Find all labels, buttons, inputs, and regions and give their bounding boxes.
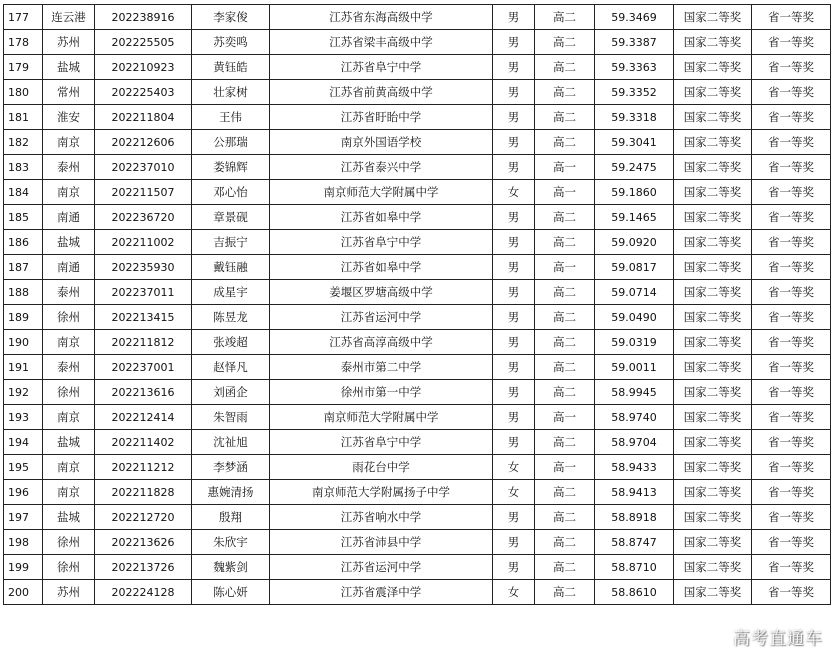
school-cell: 江苏省运河中学 (270, 555, 493, 580)
exam-id-cell: 202225403 (95, 80, 192, 105)
exam-id-cell: 202211812 (95, 330, 192, 355)
table-row (4, 405, 831, 430)
provincial-award-cell: 省一等奖 (752, 330, 831, 355)
provincial-award-cell: 省一等奖 (752, 80, 831, 105)
national-award-cell: 国家二等奖 (674, 280, 752, 305)
score-cell: 58.9740 (595, 405, 674, 430)
school-cell: 南京外国语学校 (270, 130, 493, 155)
provincial-award-cell: 省一等奖 (752, 380, 831, 405)
grade-cell: 高二 (535, 105, 595, 130)
grade-cell: 高二 (535, 555, 595, 580)
table-row (4, 330, 831, 355)
grade-cell: 高一 (535, 405, 595, 430)
national-award-cell: 国家二等奖 (674, 155, 752, 180)
student-name-cell: 陈昱龙 (192, 305, 270, 330)
gender-cell: 男 (493, 405, 535, 430)
rank-cell: 189 (4, 305, 43, 330)
rank-cell: 191 (4, 355, 43, 380)
school-cell: 雨花台中学 (270, 455, 493, 480)
school-cell: 江苏省如皋中学 (270, 205, 493, 230)
grade-cell: 高二 (535, 130, 595, 155)
provincial-award-cell: 省一等奖 (752, 30, 831, 55)
city-cell: 徐州 (43, 305, 95, 330)
grade-cell: 高二 (535, 30, 595, 55)
provincial-award-cell: 省一等奖 (752, 5, 831, 30)
school-cell: 江苏省如皋中学 (270, 255, 493, 280)
exam-id-cell: 202211402 (95, 430, 192, 455)
table-row (4, 130, 831, 155)
table-row (4, 430, 831, 455)
exam-id-cell: 202211804 (95, 105, 192, 130)
gender-cell: 男 (493, 380, 535, 405)
student-name-cell: 娄锦辉 (192, 155, 270, 180)
grade-cell: 高一 (535, 155, 595, 180)
gender-cell: 男 (493, 505, 535, 530)
exam-id-cell: 202212606 (95, 130, 192, 155)
student-name-cell: 戴钰融 (192, 255, 270, 280)
national-award-cell: 国家二等奖 (674, 180, 752, 205)
watermark-text: 高考直通车 (733, 629, 823, 649)
grade-cell: 高二 (535, 330, 595, 355)
school-cell: 江苏省东海高级中学 (270, 5, 493, 30)
rank-cell: 198 (4, 530, 43, 555)
provincial-award-cell: 省一等奖 (752, 105, 831, 130)
gender-cell: 男 (493, 255, 535, 280)
student-name-cell: 魏紫剑 (192, 555, 270, 580)
gender-cell: 男 (493, 155, 535, 180)
rank-cell: 196 (4, 480, 43, 505)
city-cell: 南京 (43, 130, 95, 155)
national-award-cell: 国家二等奖 (674, 430, 752, 455)
table-row (4, 80, 831, 105)
score-cell: 59.0920 (595, 230, 674, 255)
student-name-cell: 朱欣宇 (192, 530, 270, 555)
school-cell: 江苏省前黄高级中学 (270, 80, 493, 105)
national-award-cell: 国家二等奖 (674, 30, 752, 55)
rank-cell: 182 (4, 130, 43, 155)
provincial-award-cell: 省一等奖 (752, 555, 831, 580)
provincial-award-cell: 省一等奖 (752, 455, 831, 480)
exam-id-cell: 202213616 (95, 380, 192, 405)
table-row (4, 305, 831, 330)
national-award-cell: 国家二等奖 (674, 80, 752, 105)
student-name-cell: 赵怿凡 (192, 355, 270, 380)
provincial-award-cell: 省一等奖 (752, 305, 831, 330)
city-cell: 南京 (43, 180, 95, 205)
exam-id-cell: 202212414 (95, 405, 192, 430)
gender-cell: 男 (493, 530, 535, 555)
student-name-cell: 章景砚 (192, 205, 270, 230)
rank-cell: 193 (4, 405, 43, 430)
school-cell: 江苏省阜宁中学 (270, 430, 493, 455)
table-row (4, 30, 831, 55)
rank-cell: 197 (4, 505, 43, 530)
provincial-award-cell: 省一等奖 (752, 255, 831, 280)
city-cell: 泰州 (43, 355, 95, 380)
grade-cell: 高二 (535, 205, 595, 230)
city-cell: 南通 (43, 255, 95, 280)
city-cell: 盐城 (43, 230, 95, 255)
score-cell: 59.3363 (595, 55, 674, 80)
gender-cell: 男 (493, 430, 535, 455)
grade-cell: 高二 (535, 80, 595, 105)
exam-id-cell: 202237010 (95, 155, 192, 180)
grade-cell: 高一 (535, 180, 595, 205)
national-award-cell: 国家二等奖 (674, 205, 752, 230)
school-cell: 徐州市第一中学 (270, 380, 493, 405)
city-cell: 南通 (43, 205, 95, 230)
rank-cell: 194 (4, 430, 43, 455)
exam-id-cell: 202211507 (95, 180, 192, 205)
national-award-cell: 国家二等奖 (674, 55, 752, 80)
table-row (4, 55, 831, 80)
provincial-award-cell: 省一等奖 (752, 130, 831, 155)
city-cell: 盐城 (43, 505, 95, 530)
gender-cell: 女 (493, 180, 535, 205)
city-cell: 徐州 (43, 530, 95, 555)
national-award-cell: 国家二等奖 (674, 105, 752, 130)
table-row (4, 230, 831, 255)
provincial-award-cell: 省一等奖 (752, 205, 831, 230)
grade-cell: 高二 (535, 480, 595, 505)
score-cell: 59.2475 (595, 155, 674, 180)
rank-cell: 186 (4, 230, 43, 255)
city-cell: 淮安 (43, 105, 95, 130)
grade-cell: 高二 (535, 55, 595, 80)
score-cell: 58.9945 (595, 380, 674, 405)
rank-cell: 177 (4, 5, 43, 30)
gender-cell: 男 (493, 355, 535, 380)
gender-cell: 男 (493, 130, 535, 155)
table-row (4, 105, 831, 130)
student-name-cell: 惠婉清扬 (192, 480, 270, 505)
rank-cell: 200 (4, 580, 43, 605)
student-name-cell: 朱智雨 (192, 405, 270, 430)
score-cell: 59.3387 (595, 30, 674, 55)
gender-cell: 男 (493, 305, 535, 330)
gender-cell: 男 (493, 55, 535, 80)
school-cell: 江苏省震泽中学 (270, 580, 493, 605)
student-name-cell: 李家俊 (192, 5, 270, 30)
table-row (4, 155, 831, 180)
table-row (4, 205, 831, 230)
exam-id-cell: 202211212 (95, 455, 192, 480)
student-name-cell: 苏奕鸣 (192, 30, 270, 55)
grade-cell: 高二 (535, 280, 595, 305)
exam-id-cell: 202224128 (95, 580, 192, 605)
provincial-award-cell: 省一等奖 (752, 580, 831, 605)
school-cell: 江苏省沛县中学 (270, 530, 493, 555)
score-cell: 59.0490 (595, 305, 674, 330)
score-cell: 59.1465 (595, 205, 674, 230)
exam-id-cell: 202212720 (95, 505, 192, 530)
national-award-cell: 国家二等奖 (674, 330, 752, 355)
national-award-cell: 国家二等奖 (674, 230, 752, 255)
national-award-cell: 国家二等奖 (674, 130, 752, 155)
city-cell: 泰州 (43, 155, 95, 180)
student-name-cell: 陈心妍 (192, 580, 270, 605)
national-award-cell: 国家二等奖 (674, 255, 752, 280)
results-table (3, 4, 831, 605)
exam-id-cell: 202238916 (95, 5, 192, 30)
school-cell: 江苏省运河中学 (270, 305, 493, 330)
national-award-cell: 国家二等奖 (674, 355, 752, 380)
city-cell: 泰州 (43, 280, 95, 305)
provincial-award-cell: 省一等奖 (752, 230, 831, 255)
table-row (4, 555, 831, 580)
provincial-award-cell: 省一等奖 (752, 480, 831, 505)
gender-cell: 女 (493, 480, 535, 505)
rank-cell: 185 (4, 205, 43, 230)
grade-cell: 高二 (535, 355, 595, 380)
gender-cell: 男 (493, 80, 535, 105)
student-name-cell: 吉振宁 (192, 230, 270, 255)
exam-id-cell: 202213726 (95, 555, 192, 580)
exam-id-cell: 202237001 (95, 355, 192, 380)
exam-id-cell: 202237011 (95, 280, 192, 305)
provincial-award-cell: 省一等奖 (752, 530, 831, 555)
gender-cell: 男 (493, 205, 535, 230)
school-cell: 江苏省盱眙中学 (270, 105, 493, 130)
student-name-cell: 刘函企 (192, 380, 270, 405)
city-cell: 南京 (43, 330, 95, 355)
table-row (4, 180, 831, 205)
school-cell: 南京师范大学附属中学 (270, 405, 493, 430)
gender-cell: 男 (493, 5, 535, 30)
city-cell: 苏州 (43, 580, 95, 605)
city-cell: 南京 (43, 480, 95, 505)
score-cell: 58.9413 (595, 480, 674, 505)
student-name-cell: 李梦涵 (192, 455, 270, 480)
national-award-cell: 国家二等奖 (674, 530, 752, 555)
table-row (4, 580, 831, 605)
score-cell: 59.0319 (595, 330, 674, 355)
provincial-award-cell: 省一等奖 (752, 180, 831, 205)
score-cell: 59.3469 (595, 5, 674, 30)
provincial-award-cell: 省一等奖 (752, 155, 831, 180)
school-cell: 江苏省梁丰高级中学 (270, 30, 493, 55)
national-award-cell: 国家二等奖 (674, 380, 752, 405)
provincial-award-cell: 省一等奖 (752, 55, 831, 80)
student-name-cell: 王伟 (192, 105, 270, 130)
rank-cell: 188 (4, 280, 43, 305)
national-award-cell: 国家二等奖 (674, 405, 752, 430)
exam-id-cell: 202210923 (95, 55, 192, 80)
score-cell: 58.9433 (595, 455, 674, 480)
school-cell: 江苏省阜宁中学 (270, 55, 493, 80)
rank-cell: 184 (4, 180, 43, 205)
student-name-cell: 邓心怡 (192, 180, 270, 205)
exam-id-cell: 202213415 (95, 305, 192, 330)
gender-cell: 男 (493, 30, 535, 55)
gender-cell: 女 (493, 455, 535, 480)
table-row (4, 455, 831, 480)
grade-cell: 高二 (535, 380, 595, 405)
national-award-cell: 国家二等奖 (674, 5, 752, 30)
student-name-cell: 沈祉旭 (192, 430, 270, 455)
grade-cell: 高二 (535, 530, 595, 555)
gender-cell: 男 (493, 555, 535, 580)
school-cell: 江苏省泰兴中学 (270, 155, 493, 180)
table-row (4, 505, 831, 530)
school-cell: 江苏省阜宁中学 (270, 230, 493, 255)
provincial-award-cell: 省一等奖 (752, 355, 831, 380)
city-cell: 盐城 (43, 55, 95, 80)
city-cell: 盐城 (43, 430, 95, 455)
school-cell: 江苏省高淳高级中学 (270, 330, 493, 355)
city-cell: 苏州 (43, 30, 95, 55)
gender-cell: 男 (493, 230, 535, 255)
national-award-cell: 国家二等奖 (674, 455, 752, 480)
grade-cell: 高一 (535, 255, 595, 280)
grade-cell: 高二 (535, 580, 595, 605)
score-cell: 58.9704 (595, 430, 674, 455)
score-cell: 59.0011 (595, 355, 674, 380)
student-name-cell: 张竣超 (192, 330, 270, 355)
exam-id-cell: 202225505 (95, 30, 192, 55)
student-name-cell: 壮家树 (192, 80, 270, 105)
table-row (4, 355, 831, 380)
exam-id-cell: 202235930 (95, 255, 192, 280)
grade-cell: 高二 (535, 430, 595, 455)
score-cell: 58.8747 (595, 530, 674, 555)
provincial-award-cell: 省一等奖 (752, 280, 831, 305)
exam-id-cell: 202236720 (95, 205, 192, 230)
student-name-cell: 成星宇 (192, 280, 270, 305)
exam-id-cell: 202211828 (95, 480, 192, 505)
rank-cell: 181 (4, 105, 43, 130)
grade-cell: 高二 (535, 305, 595, 330)
score-cell: 59.0714 (595, 280, 674, 305)
grade-cell: 高一 (535, 455, 595, 480)
rank-cell: 192 (4, 380, 43, 405)
grade-cell: 高二 (535, 230, 595, 255)
national-award-cell: 国家二等奖 (674, 505, 752, 530)
rank-cell: 199 (4, 555, 43, 580)
national-award-cell: 国家二等奖 (674, 580, 752, 605)
city-cell: 徐州 (43, 555, 95, 580)
city-cell: 南京 (43, 405, 95, 430)
table-row (4, 280, 831, 305)
national-award-cell: 国家二等奖 (674, 480, 752, 505)
student-name-cell: 黄钰皓 (192, 55, 270, 80)
table-row (4, 480, 831, 505)
exam-id-cell: 202211002 (95, 230, 192, 255)
gender-cell: 男 (493, 280, 535, 305)
national-award-cell: 国家二等奖 (674, 305, 752, 330)
city-cell: 常州 (43, 80, 95, 105)
rank-cell: 190 (4, 330, 43, 355)
provincial-award-cell: 省一等奖 (752, 505, 831, 530)
table-row (4, 530, 831, 555)
rank-cell: 183 (4, 155, 43, 180)
rank-cell: 178 (4, 30, 43, 55)
score-cell: 59.0817 (595, 255, 674, 280)
student-name-cell: 殷翔 (192, 505, 270, 530)
score-cell: 59.3041 (595, 130, 674, 155)
provincial-award-cell: 省一等奖 (752, 405, 831, 430)
provincial-award-cell: 省一等奖 (752, 430, 831, 455)
table-row (4, 380, 831, 405)
city-cell: 南京 (43, 455, 95, 480)
city-cell: 徐州 (43, 380, 95, 405)
table-row (4, 255, 831, 280)
table-row (4, 5, 831, 30)
student-name-cell: 公那瑞 (192, 130, 270, 155)
school-cell: 江苏省响水中学 (270, 505, 493, 530)
rank-cell: 179 (4, 55, 43, 80)
school-cell: 泰州市第二中学 (270, 355, 493, 380)
rank-cell: 195 (4, 455, 43, 480)
score-cell: 59.3352 (595, 80, 674, 105)
city-cell: 连云港 (43, 5, 95, 30)
gender-cell: 男 (493, 330, 535, 355)
gender-cell: 男 (493, 105, 535, 130)
score-cell: 58.8610 (595, 580, 674, 605)
score-cell: 59.3318 (595, 105, 674, 130)
national-award-cell: 国家二等奖 (674, 555, 752, 580)
rank-cell: 180 (4, 80, 43, 105)
grade-cell: 高二 (535, 5, 595, 30)
exam-id-cell: 202213626 (95, 530, 192, 555)
rank-cell: 187 (4, 255, 43, 280)
score-cell: 58.8918 (595, 505, 674, 530)
results-table-body (4, 5, 831, 605)
gender-cell: 女 (493, 580, 535, 605)
score-cell: 59.1860 (595, 180, 674, 205)
school-cell: 姜堰区罗塘高级中学 (270, 280, 493, 305)
school-cell: 南京师范大学附属中学 (270, 180, 493, 205)
score-cell: 58.8710 (595, 555, 674, 580)
school-cell: 南京师范大学附属扬子中学 (270, 480, 493, 505)
grade-cell: 高二 (535, 505, 595, 530)
